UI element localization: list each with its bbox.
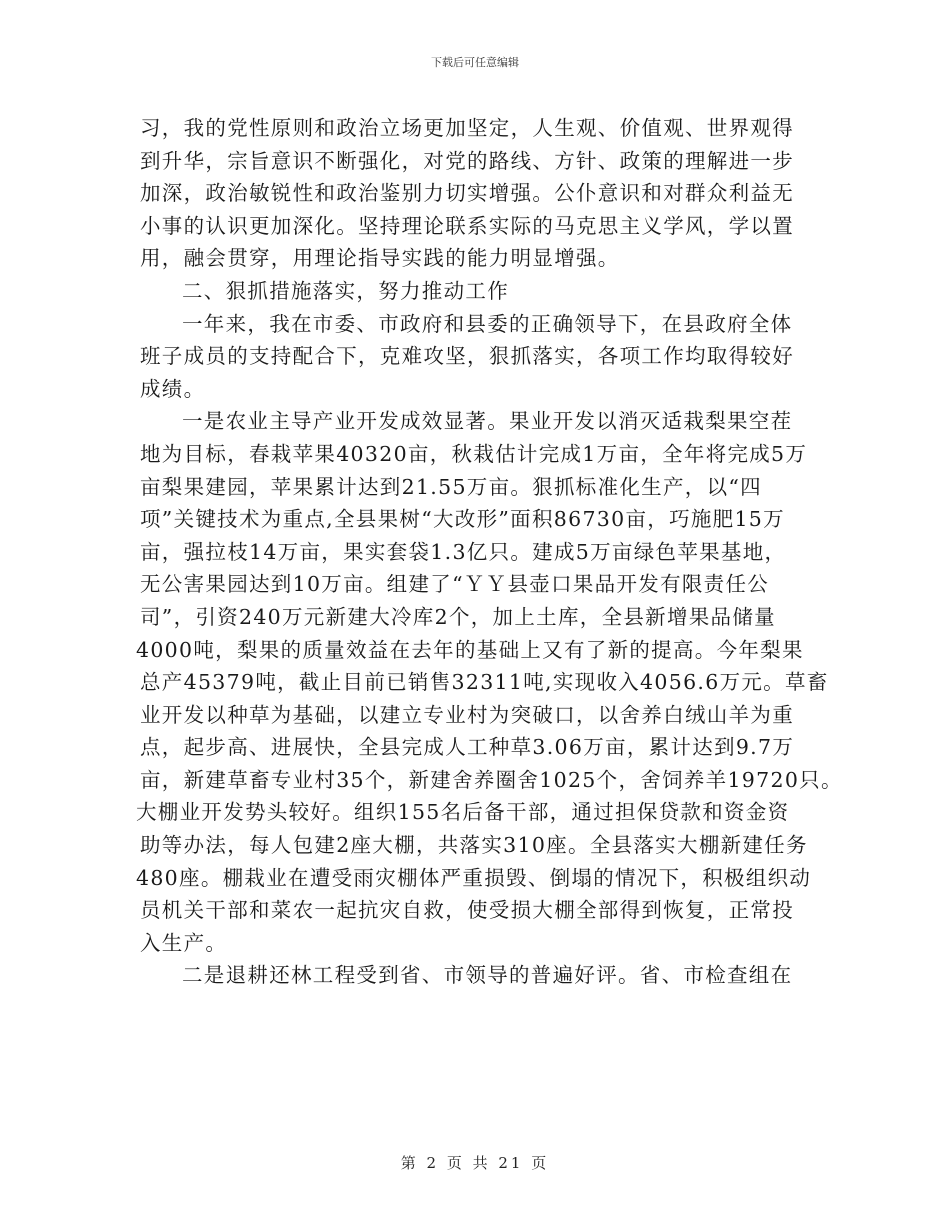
text-line: 一年来，我在市委、市政府和县委的正确领导下，在县政府全体 xyxy=(182,311,793,336)
text-line: 无公害果园达到10万亩。组建了“ＹＹ县壶口果品开发有限责任公 xyxy=(140,572,770,597)
text-line: 4000吨，梨果的质量效益在去年的基础上又有了新的提高。今年梨果 xyxy=(136,637,804,662)
text-line: 用，融会贯穿，用理论指导实践的能力明显增强。 xyxy=(140,246,620,271)
text-line: 项”关键技术为重点,全县果树“大改形”面积86730亩，巧施肥15万 xyxy=(140,507,785,532)
text-line: 成绩。 xyxy=(140,376,206,401)
text-line: 点，起步高、进展快，全县完成人工种草3.06万亩，累计达到9.7万 xyxy=(140,735,795,760)
document-body xyxy=(136,112,843,992)
text-line: 助等办法，每人包建2座大棚，共落实310座。全县落实大棚新建任务 xyxy=(140,833,808,858)
text-line: 员机关干部和菜农一起抗灾自救，使受损大棚全部得到恢复，正常投 xyxy=(140,898,794,923)
page-footer: 第 2 页 共 21 页 xyxy=(400,1154,550,1172)
text-line: 入生产。 xyxy=(140,930,228,955)
text-line: 总产45379吨，截止目前已销售32311吨,实现收入4056.6万元。草畜 xyxy=(140,670,829,695)
text-line: 亩，强拉枝14万亩，果实套袋1.3亿只。建成5万亩绿色苹果基地， xyxy=(140,539,787,564)
text-line: 地为目标，春栽苹果40320亩，秋栽估计完成1万亩，全年将完成5万 xyxy=(140,441,808,466)
text-line: 二是退耕还林工程受到省、市领导的普遍好评。省、市检查组在 xyxy=(182,963,793,988)
text-line: 亩梨果建园，苹果累计达到21.55万亩。狠抓标准化生产，以“四 xyxy=(140,474,762,499)
text-line: 司”，引资240万元新建大冷库2个，加上土库，全县新增果品储量 xyxy=(140,604,776,629)
text-line: 业开发以种草为基础，以建立专业村为突破口，以舍养白绒山羊为重 xyxy=(140,702,794,727)
text-line: 班子成员的支持配合下，克难攻坚，狠抓落实，各项工作均取得较好 xyxy=(140,344,794,369)
text-line: 大棚业开发势头较好。组织155名后备干部，通过担保贷款和资金资 xyxy=(136,800,790,825)
text-line: 一是农业主导产业开发成效显著。果业开发以消灭适栽梨果空茬 xyxy=(182,409,793,434)
page-header: 下载后可任意编辑 xyxy=(431,56,519,69)
text-line: 到升华，宗旨意识不断强化，对党的路线、方针、政策的理解进一步 xyxy=(140,148,794,173)
text-line: 亩，新建草畜专业村35个，新建舍养圈舍1025个，舍饲养羊19720只。 xyxy=(140,767,843,792)
text-line: 小事的认识更加深化。坚持理论联系实际的马克思主义学风，学以置 xyxy=(140,213,794,238)
text-line: 480座。棚栽业在遭受雨灾棚体严重损毁、倒塌的情况下，积极组织动 xyxy=(136,865,812,890)
section-heading: 二、狠抓措施落实，努力推动工作 xyxy=(182,278,509,303)
text-line: 习，我的党性原则和政治立场更加坚定，人生观、价值观、世界观得 xyxy=(140,116,794,140)
text-line: 加深，政治敏锐性和政治鉴别力切实增强。公仆意识和对群众利益无 xyxy=(140,181,794,206)
